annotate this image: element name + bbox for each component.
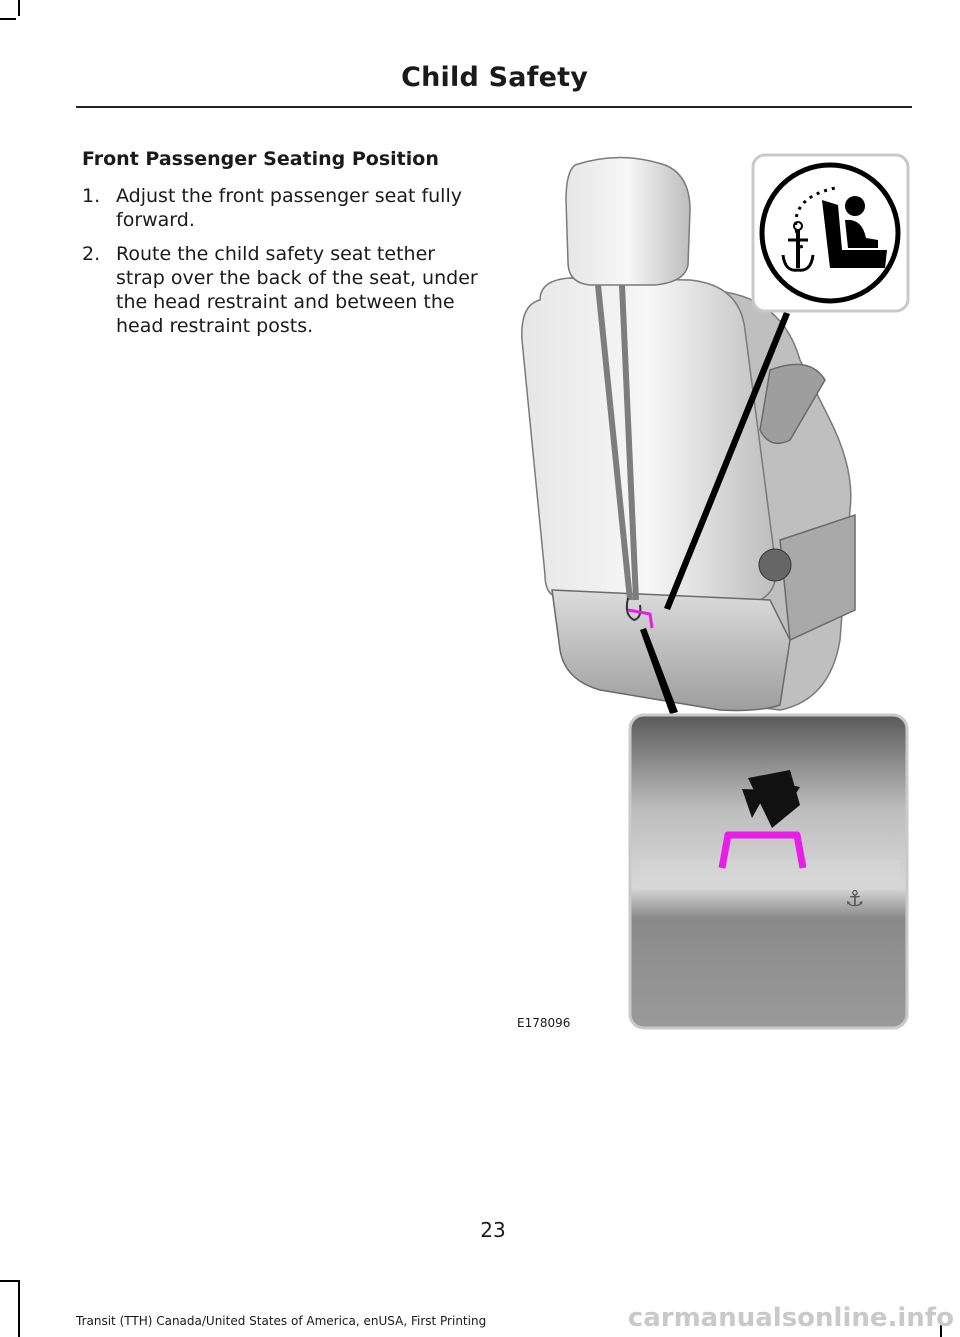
list-item <box>82 242 482 338</box>
section-heading: Front Passenger Seating Position <box>82 148 439 170</box>
seat-base <box>552 590 790 710</box>
page-number: 23 <box>480 1218 506 1242</box>
seat-knob <box>759 549 791 581</box>
closeup-seat-trim <box>640 860 900 890</box>
list-item <box>82 184 482 232</box>
crop-mark <box>0 18 16 20</box>
step-text: Route the child safety seat tether strap over the back of the seat, under the head restraint and between the head restraint posts. <box>116 243 478 337</box>
closeup-symbol-icon: ⚓ <box>845 887 865 912</box>
page-title: Child Safety <box>401 62 588 93</box>
step-number: 1. <box>82 185 101 207</box>
child-head <box>845 196 865 216</box>
step-text: Adjust the front passenger seat fully forward. <box>116 185 462 231</box>
head-restraint <box>566 158 690 286</box>
crop-mark <box>0 1280 20 1282</box>
step-number: 2. <box>82 243 101 265</box>
crop-mark <box>18 0 20 16</box>
title-divider <box>76 106 912 108</box>
crop-mark <box>18 1280 20 1337</box>
watermark: carmanualsonline.info <box>627 1303 954 1333</box>
instruction-list <box>82 184 482 348</box>
figure-id: E178096 <box>517 1016 571 1030</box>
seat-illustration <box>510 150 920 1040</box>
footer-note: Transit (TTH) Canada/United States of America, enUSA, First Printing <box>76 1314 487 1328</box>
